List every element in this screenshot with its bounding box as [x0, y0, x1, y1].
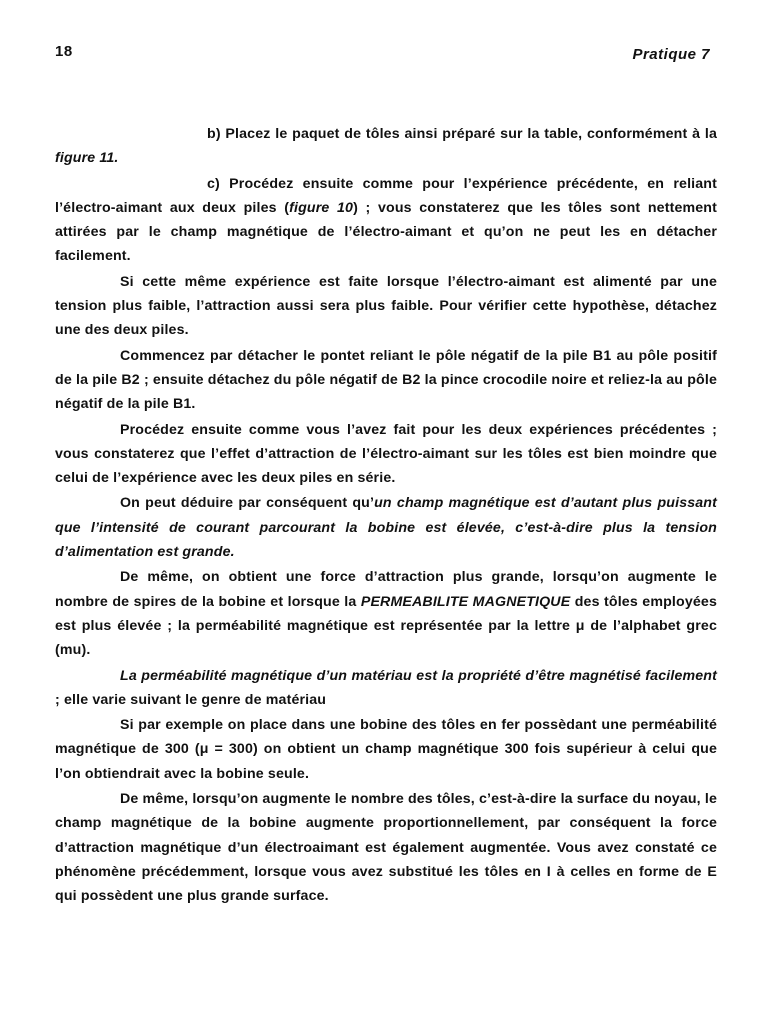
paragraph-example — [55, 713, 717, 786]
paragraph-text: Si cette même expérience est faite lorsque l’électro-aimant est alimenté par une tension plus faible, l’attraction aussi sera plus faible. Pour vérifier cette hypothèse, détachez une des deux piles. — [55, 273, 717, 339]
paragraph-definition — [55, 664, 717, 713]
paragraph-text: Si par exemple on place dans une bobine des tôles en fer possèdant une perméabilité magnétique de 300 (μ = 300) on obtient un champ magnétique 300 fois supérieur à celui que l’on obtiendrait avec la bobine seule. — [55, 717, 717, 782]
paragraph-conclusion — [55, 491, 717, 564]
page-number: 18 — [55, 43, 73, 60]
paragraph-detach — [55, 344, 717, 417]
running-head: Pratique 7 — [632, 46, 710, 63]
paragraph-text: des tôles employées est plus élevée ; la perméabilité magnétique est représentée par la lettre μ de l’alphabet grec (mu). — [55, 593, 717, 659]
paragraph-text: De même, lorsqu’on augmente le nombre des tôles, c’est-à-dire la surface du noyau, le champ magnétique de la bobine augmente proportionnellement, par conséquent la force d’attraction magnétique d’un électroaimant est également augmentée. Vous avez constaté ce phénomène précédemment, lorsque vous avez substitué les tôles en I à celles en forme de E qui possèdent une plus grande surface. — [55, 791, 717, 905]
paragraph-text: On peut déduire par conséquent qu’ — [120, 495, 375, 512]
paragraph-repeat — [55, 418, 717, 491]
paragraph-text: c) Procédez ensuite comme pour l’expérience précédente, en reliant l’électro-aimant aux deux piles ( — [55, 175, 717, 216]
figure-reference: figure 11. — [55, 150, 119, 167]
paragraph-text: Commencez par détacher le pontet reliant le pôle négatif de la pile B1 au pôle positif de la pile B2 ; ensuite détachez du pôle négatif de B2 la pince crocodile noire et reliez-la au pôle négatif de la pile B1. — [55, 347, 717, 413]
paragraph-text: Procédez ensuite comme vous l’avez fait pour les deux expériences précédentes ; vous constaterez que l’effet d’attraction de l’électro-aimant sur les tôles est bien moindre que celui de l’expérience avec les deux piles en série. — [55, 421, 717, 487]
figure-reference: figure 10 — [289, 199, 354, 216]
text-body — [55, 122, 717, 910]
paragraph-text: De même, on obtient une force d’attraction plus grande, lorsqu’on augmente le nombre de spires de la bobine et lorsque la — [55, 569, 717, 610]
paragraph-emphasis: PERMEABILITE MAGNETIQUE — [360, 593, 571, 610]
paragraph-step-c — [55, 172, 717, 269]
paragraph-emphasis: La perméabilité magnétique d’un matériau est la propriété d’être magnétisé facilement — [120, 667, 717, 684]
paragraph-step-b — [55, 122, 717, 171]
paragraph-text: b) Placez le paquet de tôles ainsi préparé sur la table, conformément à la — [207, 126, 717, 142]
paragraph-text: ) ; vous constaterez que les tôles sont nettement attirées par le champ magnétique de l’électro-aimant et qu’on ne peut les en détacher facilement. — [55, 199, 717, 265]
paragraph-text: ; elle varie suivant le genre de matériau — [55, 691, 327, 708]
paragraph-permeability — [55, 565, 717, 662]
paragraph-surface — [55, 787, 717, 908]
paragraph-emphasis: un champ magnétique est d’autant plus puissant que l’intensité de courant parcourant la bobine est élevée, c’est-à-dire plus la tension d’alimentation est grande. — [55, 495, 718, 561]
paragraph-hypothesis — [55, 270, 717, 343]
